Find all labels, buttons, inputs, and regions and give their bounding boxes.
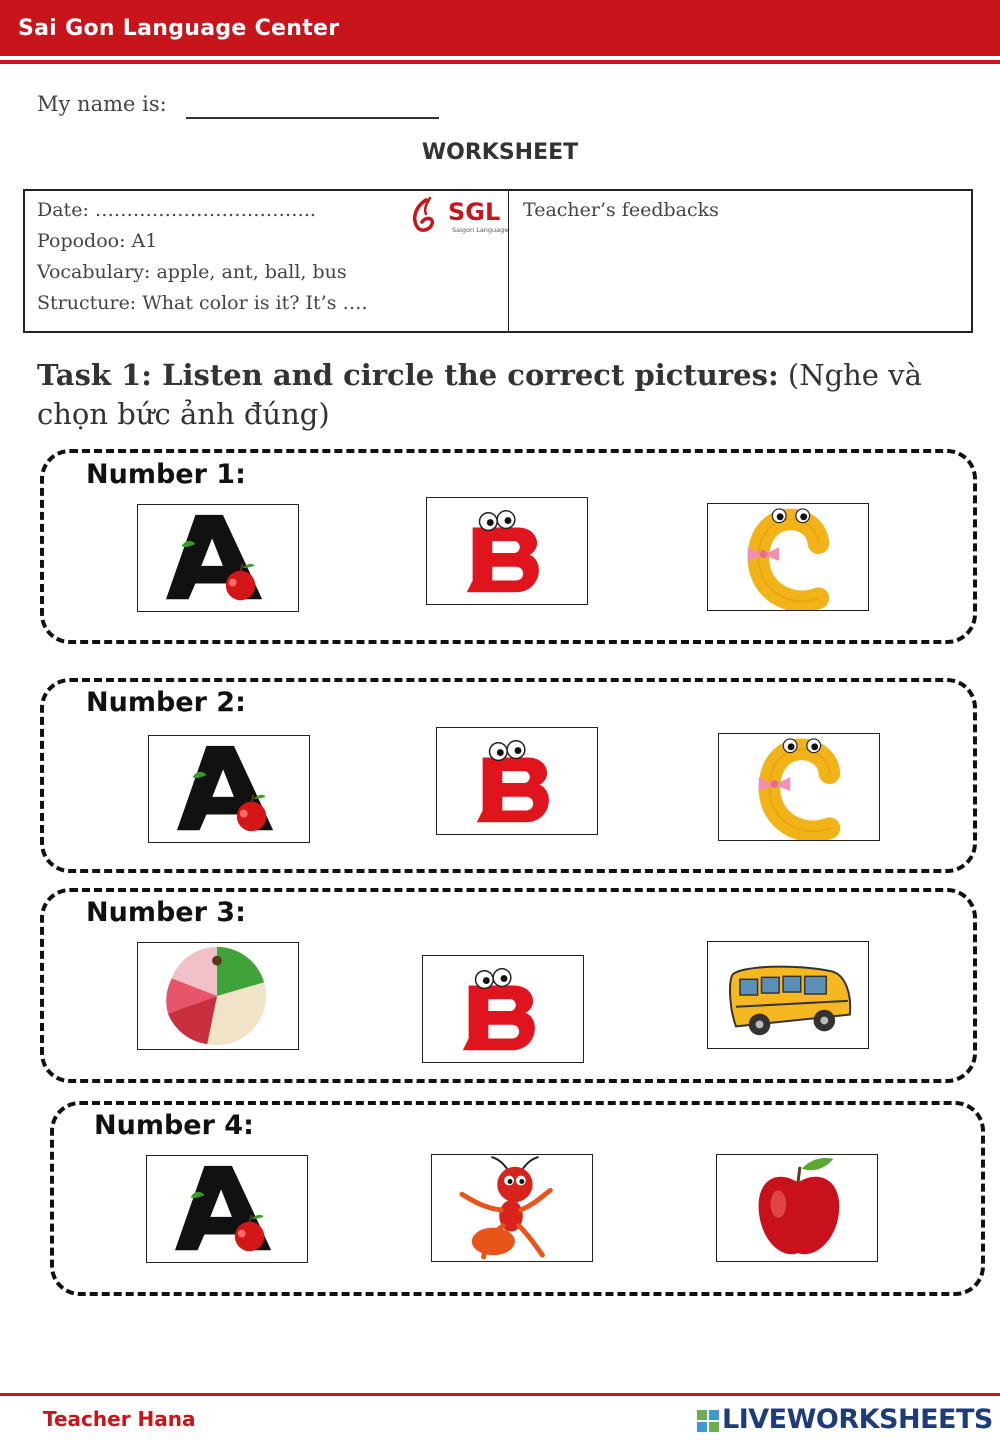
name-input-line[interactable] <box>186 117 439 119</box>
vocabulary-line: Vocabulary: apple, ant, ball, bus <box>37 261 347 283</box>
question-2-label: Number 2: <box>86 687 246 718</box>
letter-b-icon <box>437 728 597 834</box>
q1-option-letter-b[interactable] <box>426 497 588 605</box>
svg-text:SGL: SGL <box>448 198 501 226</box>
q2-option-letter-a[interactable] <box>148 735 310 843</box>
task-1-title <box>37 356 967 434</box>
letter-b-icon <box>423 956 583 1062</box>
q1-option-letter-a[interactable] <box>137 504 299 612</box>
letter-a-apple-icon <box>149 736 309 842</box>
letter-c-icon <box>708 504 868 610</box>
q4-option-ant[interactable] <box>431 1154 593 1262</box>
ant-icon <box>432 1155 592 1261</box>
q3-option-letter-b[interactable] <box>422 955 584 1063</box>
q2-option-letter-c[interactable] <box>718 733 880 841</box>
svg-text:Saigon Language: Saigon Language <box>452 226 508 234</box>
ball-icon <box>138 943 298 1049</box>
footer-teacher-name: Teacher Hana <box>43 1407 196 1431</box>
bus-icon <box>708 942 868 1048</box>
task-1-title-bold: Task 1: Listen and circle the correct pictures: <box>37 358 779 392</box>
footer-divider <box>0 1393 1000 1396</box>
task-1-title-translation: (Nghe và chọn bức ảnh đúng) <box>37 358 922 431</box>
q1-option-letter-c[interactable] <box>707 503 869 611</box>
footer-liveworksheets-brand: LIVEWORKSHEETS <box>722 1404 993 1435</box>
worksheet-title: WORKSHEET <box>421 140 579 165</box>
name-label: My name is: <box>37 92 167 116</box>
letter-a-apple-icon <box>138 505 298 611</box>
question-4-label: Number 4: <box>94 1110 254 1141</box>
q4-option-apple[interactable] <box>716 1154 878 1262</box>
popodoo-line: Popodoo: A1 <box>37 230 158 252</box>
question-3-label: Number 3: <box>86 897 246 928</box>
date-line: Date: …………………………….. <box>37 199 316 221</box>
letter-c-icon <box>719 734 879 840</box>
q3-option-ball[interactable] <box>137 942 299 1050</box>
question-1-label: Number 1: <box>86 459 246 490</box>
teacher-feedback-label: Teacher’s feedbacks <box>523 199 719 221</box>
apple-icon <box>717 1155 877 1261</box>
liveworksheets-logo-icon <box>697 1410 719 1432</box>
header-title: Sai Gon Language Center <box>18 16 340 41</box>
letter-a-apple-icon <box>147 1156 307 1262</box>
header-divider <box>0 60 1000 64</box>
q3-option-bus[interactable] <box>707 941 869 1049</box>
structure-line: Structure: What color is it? It’s …. <box>37 292 368 314</box>
letter-b-icon <box>427 498 587 604</box>
q4-option-letter-a[interactable] <box>146 1155 308 1263</box>
sgl-logo <box>412 194 508 238</box>
info-table-divider <box>508 189 509 333</box>
q2-option-letter-b[interactable] <box>436 727 598 835</box>
